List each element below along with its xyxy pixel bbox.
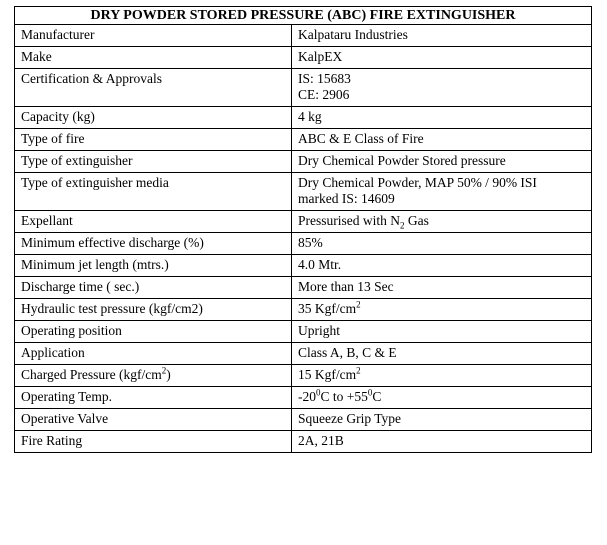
row-value: 4.0 Mtr. <box>292 255 592 277</box>
row-label: Hydraulic test pressure (kgf/cm2) <box>15 299 292 321</box>
value-text: -20 <box>298 389 316 404</box>
row-value: Kalpataru Industries <box>292 25 592 47</box>
value-superscript: 2 <box>356 365 361 376</box>
value-text: 35 Kgf/cm <box>298 301 357 316</box>
title-row <box>15 7 592 25</box>
row-label: Type of fire <box>15 129 292 151</box>
row-value <box>292 211 592 233</box>
row-label <box>15 365 292 387</box>
row-label: Manufacturer <box>15 25 292 47</box>
row-value: Class A, B, C & E <box>292 343 592 365</box>
value-text: 15 Kgf/cm <box>298 367 357 382</box>
row-label: Discharge time ( sec.) <box>15 277 292 299</box>
value-superscript: 2 <box>356 299 361 310</box>
row-value: Upright <box>292 321 592 343</box>
row-value: Dry Chemical Powder Stored pressure <box>292 151 592 173</box>
table-row <box>15 409 592 431</box>
row-label: Operative Valve <box>15 409 292 431</box>
table-row <box>15 25 592 47</box>
row-label: Application <box>15 343 292 365</box>
row-value: 85% <box>292 233 592 255</box>
value-line: IS: 15683 <box>298 71 351 86</box>
row-value: 2A, 21B <box>292 431 592 453</box>
value-line: CE: 2906 <box>298 87 350 102</box>
row-label: Make <box>15 47 292 69</box>
label-superscript: 2 <box>161 365 167 376</box>
table-row <box>15 173 592 211</box>
row-value: Squeeze Grip Type <box>292 409 592 431</box>
value-text: C <box>372 389 382 404</box>
row-label: Minimum effective discharge (%) <box>15 233 292 255</box>
row-value: KalpEX <box>292 47 592 69</box>
spec-sheet <box>14 6 591 453</box>
value-text: Gas <box>404 213 429 228</box>
row-label: Type of extinguisher media <box>15 173 292 211</box>
row-label: Operating Temp. <box>15 387 292 409</box>
table-row <box>15 129 592 151</box>
value-subscript: 2 <box>400 220 405 231</box>
table-row <box>15 277 592 299</box>
spec-table <box>14 6 592 453</box>
table-row <box>15 321 592 343</box>
label-text: Charged Pressure (kgf/cm <box>21 367 162 382</box>
row-label: Fire Rating <box>15 431 292 453</box>
table-row <box>15 47 592 69</box>
row-value <box>292 69 592 107</box>
table-row <box>15 299 592 321</box>
value-text: Pressurised with N <box>298 213 400 228</box>
table-row <box>15 255 592 277</box>
row-value: More than 13 Sec <box>292 277 592 299</box>
table-title: DRY POWDER STORED PRESSURE (ABC) FIRE EXTINGUISHER <box>15 7 592 25</box>
row-label: Expellant <box>15 211 292 233</box>
table-row <box>15 107 592 129</box>
table-row <box>15 343 592 365</box>
value-superscript: 0 <box>367 387 373 398</box>
label-text: ) <box>166 367 171 382</box>
table-row <box>15 431 592 453</box>
value-superscript: 0 <box>316 387 321 398</box>
row-value <box>292 299 592 321</box>
table-row <box>15 365 592 387</box>
row-label: Minimum jet length (mtrs.) <box>15 255 292 277</box>
row-value <box>292 365 592 387</box>
row-value <box>292 387 592 409</box>
table-row <box>15 211 592 233</box>
row-label: Capacity (kg) <box>15 107 292 129</box>
table-row <box>15 387 592 409</box>
row-label: Type of extinguisher <box>15 151 292 173</box>
table-row <box>15 69 592 107</box>
row-label: Operating position <box>15 321 292 343</box>
table-row <box>15 233 592 255</box>
value-line: Dry Chemical Powder, MAP 50% / 90% ISI <box>298 175 537 190</box>
value-text: C to +55 <box>320 389 368 404</box>
row-value: 4 kg <box>292 107 592 129</box>
value-line: marked IS: 14609 <box>298 191 395 206</box>
row-value <box>292 173 592 211</box>
row-value: ABC & E Class of Fire <box>292 129 592 151</box>
table-row <box>15 151 592 173</box>
row-label: Certification & Approvals <box>15 69 292 107</box>
